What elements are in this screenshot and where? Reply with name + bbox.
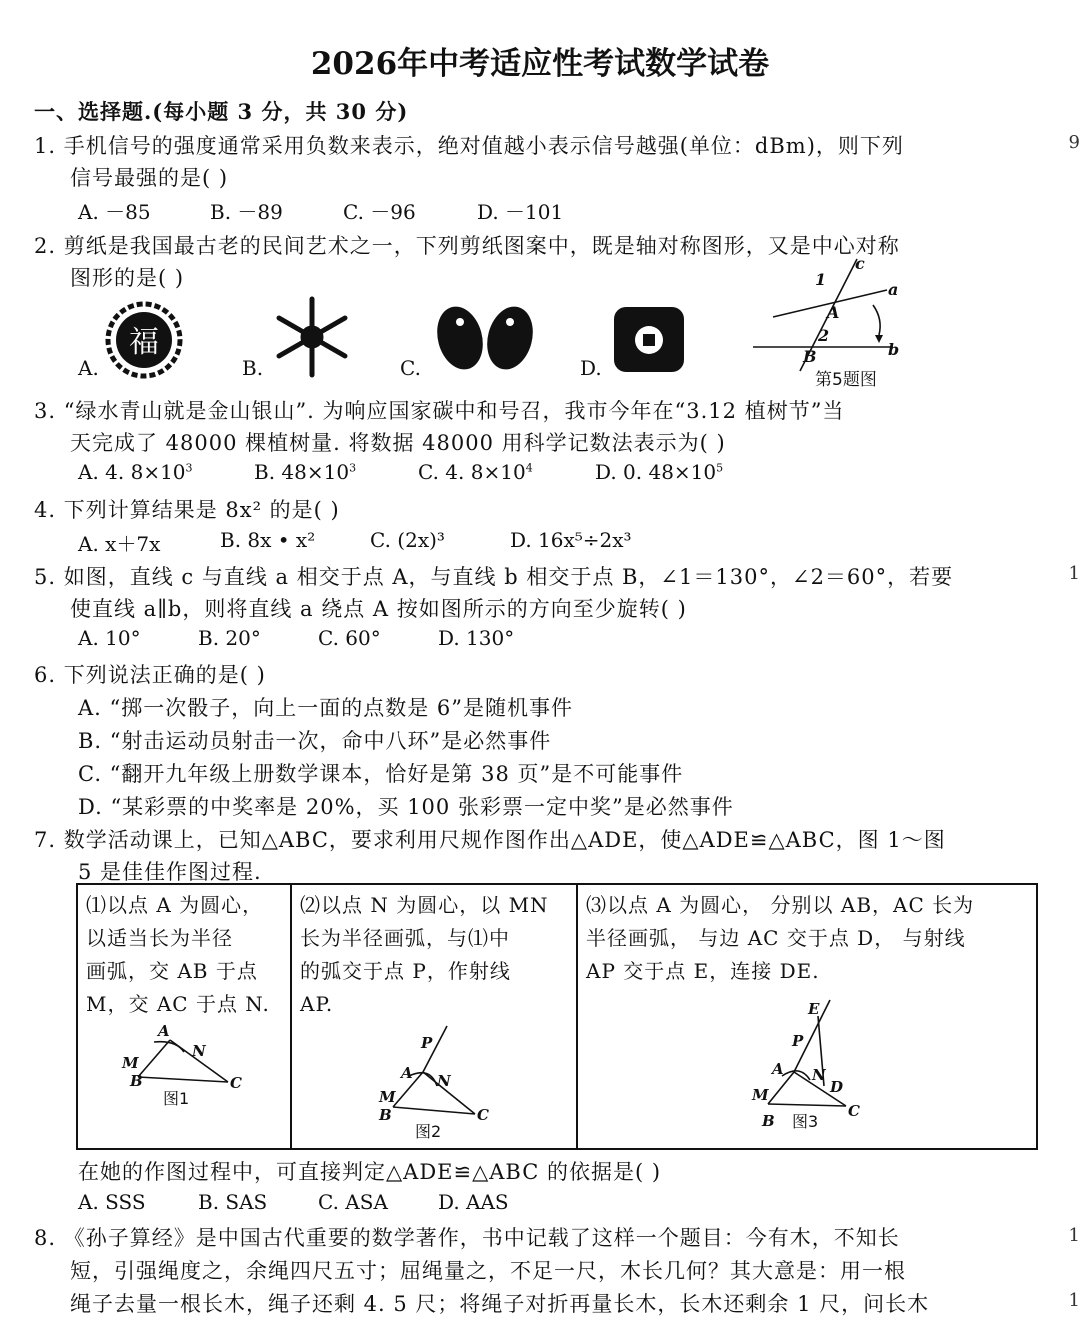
q4-line1: 4. 下列计算结果是 8x² 的是( ): [34, 498, 340, 522]
step-2-cell: ⑵以点 N 为圆心，以 MN 长为半径画弧，与⑴中 的弧交于点 P，作射线 AP.: [291, 884, 577, 1149]
q2-option-c: C.: [400, 356, 421, 380]
q7-option-b: B. SAS: [198, 1190, 268, 1214]
q4-option-a: A. x＋7x: [78, 532, 161, 556]
svg-text:A: A: [401, 1064, 413, 1082]
svg-text:1: 1: [815, 270, 827, 289]
papercut-snowflake: [272, 292, 352, 382]
svg-text:N: N: [437, 1072, 451, 1090]
q3-option-b: B. $48\times 10^3$: [254, 460, 357, 484]
svg-text:N: N: [812, 1066, 826, 1084]
svg-text:E: E: [808, 1000, 820, 1018]
svg-text:C: C: [477, 1106, 489, 1124]
figure-1: [118, 1022, 258, 1112]
figure-1-caption: 图1: [163, 1089, 190, 1108]
svg-text:M: M: [752, 1086, 769, 1104]
svg-text:M: M: [122, 1054, 139, 1072]
q8-line3: 绳子去量一根长木，绳子还剩 4. 5 尺；将绳子对折再量长木，长木还剩余 1 尺，问长木: [70, 1292, 930, 1316]
q1-option-c: C. －96: [343, 200, 416, 224]
figure-3: [750, 994, 870, 1134]
q1-option-d: D. －101: [477, 200, 564, 224]
q7-option-c: C. ASA: [318, 1190, 388, 1214]
q5-option-b: B. 20°: [198, 626, 261, 650]
svg-text:A: A: [158, 1022, 170, 1040]
right-edge-mark: 1: [1068, 1225, 1080, 1246]
q4-option-d: D. 16x⁵÷2x³: [510, 528, 632, 552]
q8-line1: 8. 《孙子算经》是中国古代重要的数学著作，书中记载了这样一个题目：今有木，不知长: [34, 1226, 900, 1250]
q6-line1: 6. 下列说法正确的是( ): [34, 663, 266, 687]
svg-text:P: P: [792, 1032, 804, 1050]
q2-option-a: A.: [78, 356, 99, 380]
q2-line2: 图形的是( ): [70, 266, 185, 290]
q2-option-b: B.: [242, 356, 264, 380]
q3-option-d: D. 0. $48\times 10^5$: [595, 460, 724, 484]
q7-option-a: A. SSS: [78, 1190, 146, 1214]
q3-option-c: C. 4. $8\times 10^4$: [418, 460, 533, 484]
right-edge-mark: 1: [1068, 1290, 1080, 1311]
q4-option-c: C. (2x)³: [370, 528, 445, 552]
svg-text:D: D: [830, 1078, 844, 1096]
svg-text:N: N: [192, 1042, 206, 1060]
q5-option-a: A. 10°: [78, 626, 141, 650]
q1-option-b: B. －89: [210, 200, 283, 224]
svg-text:B: B: [379, 1106, 392, 1124]
section-heading: 一、选择题.(每小题 3 分，共 30 分): [34, 99, 409, 124]
svg-text:2: 2: [818, 326, 830, 345]
papercut-fish: [430, 300, 540, 375]
page-title: 2026年中考适应性考试数学试卷: [310, 46, 770, 82]
step-1-cell: ⑴以点 A 为圆心， 以适当长为半径 画弧，交 AB 于点 M，交 AC 于点 N.: [77, 884, 291, 1149]
q3-line2: 天完成了 48000 棵植树量. 将数据 48000 用科学记数法表示为( ): [70, 431, 726, 455]
svg-text:P: P: [421, 1034, 433, 1052]
q8-line2: 短，引强绳度之，余绳四尺五寸；屈绳量之，不足一尺，木长几何？其大意是：用一根: [70, 1259, 906, 1283]
svg-text:C: C: [848, 1102, 860, 1120]
figure-2-caption: 图2: [415, 1122, 442, 1141]
svg-text:c: c: [855, 255, 865, 273]
q7-line1: 7. 数学活动课上，已知△ABC，要求利用尺规作图作出△ADE，使△ADE≌△ABC，图 1～图: [34, 828, 946, 852]
figure-q5: [745, 255, 915, 390]
figure-3-caption: 图3: [792, 1112, 819, 1131]
q6-option-d: D. “某彩票的中奖率是 20%，买 100 张彩票一定中奖”是必然事件: [78, 795, 734, 819]
svg-text:A: A: [772, 1060, 784, 1078]
papercut-square: [612, 305, 687, 375]
q3-line1: 3. “绿水青山就是金山银山”. 为响应国家碳中和号召，我市今年在“3.12 植树节”当: [34, 399, 845, 423]
q1-line2: 信号最强的是( ): [70, 166, 229, 190]
figure-q5-caption: 第5题图: [815, 370, 877, 390]
q5-line1: 5. 如图，直线 c 与直线 a 相交于点 A，与直线 b 相交于点 B，∠1＝130°，∠2＝60°，若要: [34, 565, 954, 589]
q1-line1: 1. 手机信号的强度通常采用负数来表示，绝对值越小表示信号越强(单位：dBm)，则下列: [34, 134, 904, 158]
q5-option-c: C. 60°: [318, 626, 381, 650]
svg-text:B: B: [762, 1112, 775, 1130]
svg-text:A: A: [827, 303, 840, 322]
q7-line3: 在她的作图过程中，可直接判定△ADE≌△ABC 的依据是( ): [78, 1160, 662, 1184]
q6-option-c: C. “翻开九年级上册数学课本，恰好是第 38 页”是不可能事件: [78, 762, 684, 786]
right-edge-mark: 9: [1068, 132, 1080, 153]
svg-text:a: a: [888, 280, 899, 299]
q3-option-a: A. 4. $8\times 10^3$: [78, 460, 193, 484]
q7-option-d: D. AAS: [438, 1190, 509, 1214]
papercut-fu: [104, 300, 184, 380]
svg-text:M: M: [379, 1088, 396, 1106]
step-3-cell: ⑶以点 A 为圆心， 分别以 AB，AC 长为 半径画弧， 与边 AC 交于点 D， 与射线 AP 交于点 E，连接 DE.: [577, 884, 1037, 1149]
q2-option-d: D.: [580, 356, 602, 380]
q7-line2: 5 是佳佳作图过程.: [78, 860, 262, 884]
q6-option-a: A. “掷一次骰子，向上一面的点数是 6”是随机事件: [78, 696, 574, 720]
right-edge-mark: 1: [1068, 563, 1080, 584]
fu-character: 福: [129, 325, 159, 360]
svg-text:C: C: [230, 1074, 242, 1092]
q5-line2: 使直线 a∥b，则将直线 a 绕点 A 按如图所示的方向至少旋转( ): [70, 597, 687, 621]
q1-option-a: A. －85: [78, 200, 151, 224]
svg-text:B: B: [130, 1072, 143, 1090]
svg-text:B: B: [803, 347, 817, 366]
svg-text:b: b: [888, 340, 900, 359]
figure-2: [375, 1022, 505, 1144]
q2-line1: 2. 剪纸是我国最古老的民间艺术之一，下列剪纸图案中，既是轴对称图形，又是中心对称: [34, 234, 900, 258]
q5-option-d: D. 130°: [438, 626, 515, 650]
q4-option-b: B. 8x • x²: [220, 528, 316, 552]
q6-option-b: B. “射击运动员射击一次，命中八环”是必然事件: [78, 729, 552, 753]
